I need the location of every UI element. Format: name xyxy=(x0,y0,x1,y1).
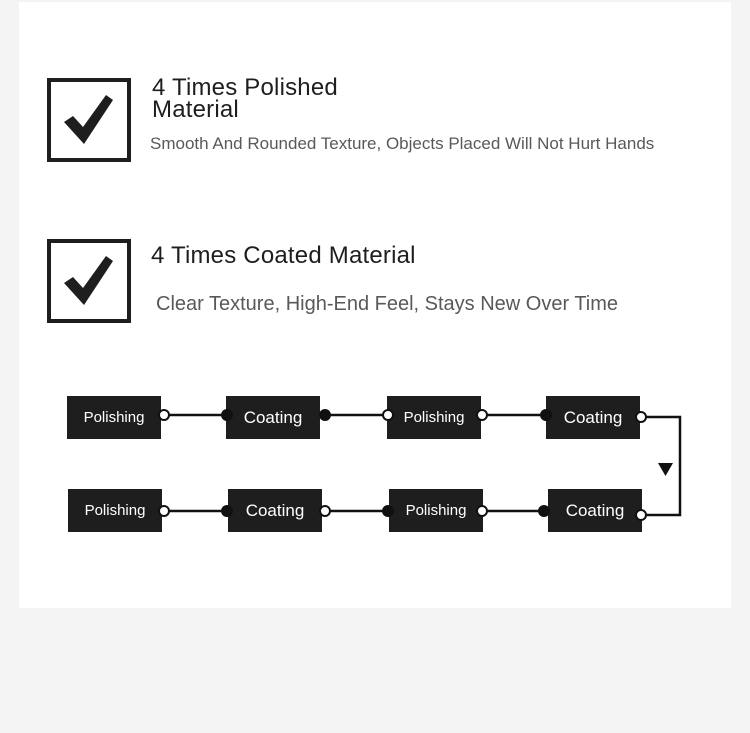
connector-dot xyxy=(221,505,233,517)
connector-dot xyxy=(540,409,552,421)
feature-title-line: 4 Times Polished xyxy=(152,74,338,101)
feature-description: Smooth And Rounded Texture, Objects Placed Will Not Hurt Hands xyxy=(150,134,655,153)
process-step: Coating xyxy=(228,489,322,532)
feature-title xyxy=(152,74,412,123)
connector-dot xyxy=(538,505,550,517)
checkmark-icon xyxy=(59,251,119,311)
connector-dot xyxy=(382,409,394,421)
feature-description: Clear Texture, High-End Feel, Stays New Over Time xyxy=(156,293,619,315)
connector-dot xyxy=(635,509,647,521)
process-step: Coating xyxy=(226,396,320,439)
feature-title-line: Material xyxy=(152,96,239,123)
connector-dot xyxy=(158,505,170,517)
connector-dot xyxy=(476,409,488,421)
connector-dot xyxy=(319,409,331,421)
process-step: Coating xyxy=(546,396,640,439)
connector-dot xyxy=(319,505,331,517)
process-step: Coating xyxy=(548,489,642,532)
process-step: Polishing xyxy=(68,489,162,532)
checkmark-icon xyxy=(59,90,119,150)
checkbox-icon xyxy=(47,239,131,323)
feature-title: 4 Times Coated Material xyxy=(151,242,416,269)
connector-dot xyxy=(221,409,233,421)
checkbox-icon xyxy=(47,78,131,162)
connector-dot xyxy=(476,505,488,517)
connector-dot xyxy=(382,505,394,517)
connector-dot xyxy=(158,409,170,421)
process-step: Polishing xyxy=(67,396,161,439)
process-step: Polishing xyxy=(387,396,481,439)
connector-dot xyxy=(635,411,647,423)
process-step: Polishing xyxy=(389,489,483,532)
